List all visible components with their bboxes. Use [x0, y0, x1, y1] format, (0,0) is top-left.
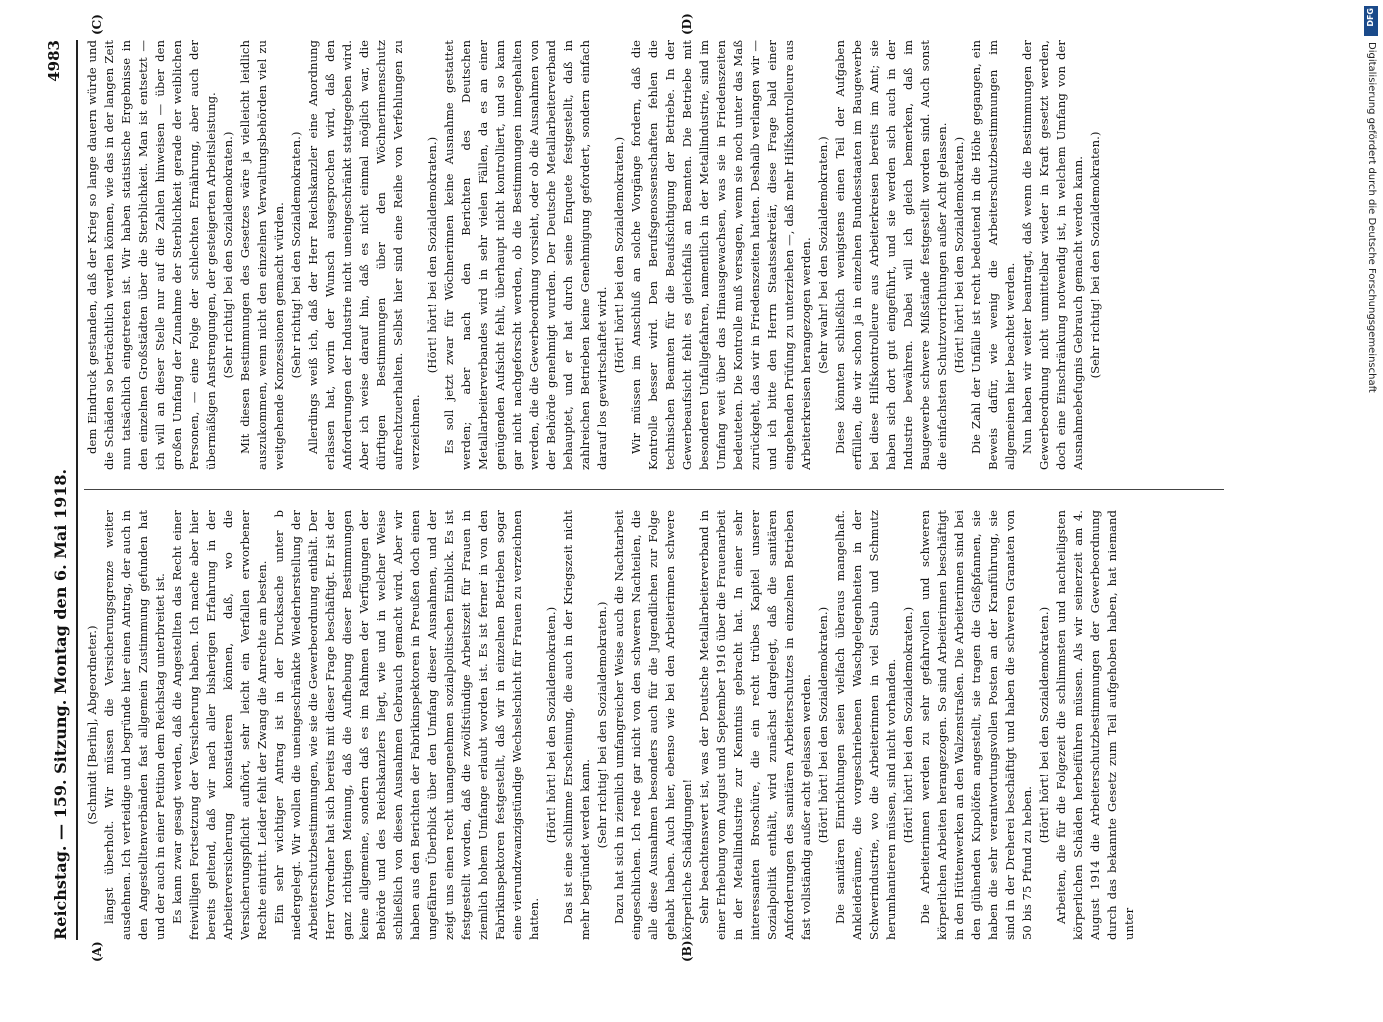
digitization-note: Digitalisierung gefördert durch die Deutsche Forschungsgemeinschaft [1366, 42, 1377, 393]
paragraph: Die sanitären Einrichtungen seien vielfach überaus mangelhaft. Ankleideräume, die vorgeschriebenen Waschgelegenheiten in der Schwerindustrie, wo die Arbeiterinnen in viel Staub und Schmutz herumhantieren müssen, sind nicht vorhanden. [833, 510, 898, 940]
text-column-right [84, 40, 1234, 470]
paragraph: Es soll jetzt zwar für Wöchnerinnen keine Ausnahme gestattet werden; aber nach den Berichten des Deutschen Metallarbeiterverbandes wird in sehr vielen Fällen, da es an einer genügenden Aufsicht fehlt, überhaupt nicht kontrolliert, und so kann gar nicht nachgeforscht werden, ob die Bestimmungen innegehalten werden, die die Gewerbeordnung vorsieht, oder ob die Ausnahmen von der Behörde genehmigt wurden. Der Deutsche Metallarbeiterverband behauptet, und er hat durch seine Enquete festgestellt, daß in zahlreichen Betrieben keine Genehmigung gefordert, sondern einfach darauf los gewirtschaftet wird. [442, 40, 609, 470]
paragraph: (Sehr richtig! bei den Sozialdemokraten.) [289, 131, 303, 379]
paragraph: Sehr beachtenswert ist, was der Deutsche Metallarbeiterverband in einer Erhebung vom August und September 1916 über die Frauenarbeit in der Metallindustrie zur Kenntnis gebracht hat. In einer sehr interessanten Broschüre, die ein recht trübes Kapitel unserer Sozialpolitik enthält, wird zunächst dargelegt, daß die sanitären Anforderungen des sanitären Arbeiterschutzes in einzelnen Betrieben fast vollständig außer acht gelassen werden. [697, 510, 813, 940]
column-divider [84, 489, 1224, 490]
paragraph: Mit diesen Bestimmungen des Gesetzes wäre ja vielleicht leidlich auszukommen, wenn nicht den einzelnen Verwaltungsbehörden viel zu weitgehende Konzessionen gemacht würden. [238, 40, 286, 470]
paragraph: (Hört! hört! bei den Sozialdemokraten.) [952, 136, 966, 374]
paragraph: (Hört! hört! bei den Sozialdemokraten.) [612, 136, 626, 374]
paragraph: Diese könnten schließlich wenigstens einen Teil der Aufgaben erfüllen, die wir schon ja in einzelnen Bundesstaaten im Baugewerbe bei diese Hilfskontrolleure aus Arbeiterkreisen bereits im Amt; sie haben sich dort gut eingeführt, und sie werden sich auch in der Industrie bewähren. Dabei will ich gleich bemerken, daß im Baugewerbe schwere Mißstände festgestellt worden sind. Auch sonst die einfachsten Schutzvorrichtungen außer Acht gelassen. [833, 40, 949, 470]
margin-mark-d: (D) [680, 13, 694, 35]
rotated-page [40, 13, 1340, 980]
paragraph: (Hört! hört! bei den Sozialdemokraten.) [1037, 606, 1051, 844]
paragraph: Ein sehr wichtiger Antrag ist in der Drucksache unter b niedergelegt. Wir wollen die uneingeschränkte Wiederherstellung der Arbeiterschutzbestimmungen, wie sie die Gewerbeordnung enthält. Der Herr Vorredner hat sich bereits mit dieser Frage beschäftigt. Er ist der ganz richtigen Meinung, daß die Aufhebung dieser Bestimmungen keine allgemeine, sondern daß es im Rahmen der Verfügungen der Behörde und des Reichskanzlers liegt, wie und in welcher Weise schließlich von diesen Ausnahmen Gebrauch gemacht wird. Aber wir haben aus den Berichten der Fabrikinspektoren in Preußen doch einen ungefähren Überblick über den Umfang dieser Ausnahmen, und der zeigt uns einen recht unangenehmen sozialpolitischen Einblick. Es ist festgestellt worden, daß die zwölfstündige Arbeitszeit für Frauen in ziemlich hohem Umfange erlaubt worden ist. Es ist ferner in von den Fabrikinspektoren festgestellt, daß wir in einzelnen Betrieben sogar eine vierundzwanzigstündige Wechselschicht für Frauen zu verzeichnen hatten. [272, 510, 541, 940]
paragraph: Wir müssen im Anschluß an solche Vorgänge fordern, daß die Kontrolle besser wird. Den Berufsgenossenschaften fehlen die technischen Beamten für die Beaufsichtigung der Betriebe. In der Gewerbeaufsicht fehlt es gleichfalls an Beamten. Die Betriebe mit besonderen Unfallgefahren, namentlich in der Metallindustrie, sind im Umfang weit über das Hinausgewachsen, was sie in Friedenszeiten bedeuteten. Die Kontrolle muß versagen, wenn sie noch unter das Maß zurückgeht, das wir in Friedenszeiten hatten. Deshalb verlangen wir — und ich bitte den Herrn Staatssekretär, diese Frage bald einer eingehenden Prüfung zu unterziehen —, daß mehr Hilfskontrolleure aus Arbeiterkreisen herangezogen werden. [629, 40, 813, 470]
running-head: Reichstag. — 159. Sitzung. Montag den 6. Mai 1918. [51, 468, 70, 940]
paragraph: Das ist eine schlimme Erscheinung, die auch in der Kriegszeit nicht mehr begründet werden kann. [561, 510, 592, 940]
paragraph: Es kann zwar gesagt werden, daß die Angestellten das Recht einer freiwilligen Fortsetzung der Versicherung haben. Ich mache aber hier bereits geltend, daß wir nach aller bisherigen Erfahrung in der Arbeiterversicherung konstatieren können, daß, wo die Versicherungspflicht aufhört, sehr leicht ein Verfallen erworbener Rechte eintritt. Leider fehlt der Zwang die Anrechte am besten. [170, 510, 269, 940]
paragraph: (Sehr wahr! bei den Sozialdemokraten.) [816, 136, 830, 374]
page-header [45, 40, 75, 940]
paragraph: (Schmidt [Berlin], Abgeordneter.) [85, 625, 99, 825]
page-number: 4983 [45, 40, 63, 82]
paragraph: dem Eindruck gestanden, daß der Krieg so lange dauern würde und die Schäden so beträchtlich werden können, wie das in der langen Zeit nun tatsächlich eingetreten ist. Wir haben statistische Ergebnisse in den einzelnen Großstädten über die Sterblichkeit. Man ist entsetzt — ich will an dieser Stelle nur auf die Zahlen hinweisen — über den großen Umfang der Zunahme der Sterblichkeit gerade der weiblichen Personen, — eine Folge der schlechten Ernährung, aber auch der übermäßigen Anstrengungen, der gesteigerten Arbeitsleistung. [85, 40, 218, 470]
paragraph: (Hört! hört! bei den Sozialdemokraten.) [901, 606, 915, 844]
paragraph: Die Zahl der Unfälle ist recht bedeutend in die Höhe gegangen, ein Beweis dafür, wie wenig die Arbeiterschutzbestimmungen im allgemeinen hier beachtet werden. [969, 40, 1017, 470]
paragraph: Die Arbeiterinnen werden zu sehr gefahrvollen und schweren körperlichen Arbeiten herangezogen. So sind Arbeiterinnen beschäftigt in den Hüttenwerken an den Walzenstraßen. Die Arbeiterinnen sind bei den glühenden Kupolöfen angestellt, sie tragen die Gießpfannen, sie haben die sehr verantwortungsvollen Posten an der Kranführung, sie sind in der Dreherei beschäftigt und haben die schweren Granaten von 50 bis 75 Pfund zu heben. [918, 510, 1034, 940]
text-column-left [84, 510, 1234, 940]
paragraph: (Hört! hört! bei den Sozialdemokraten.) [425, 136, 439, 374]
paragraph: Nun haben wir weiter beantragt, daß wenn die Bestimmungen der Gewerbeordnung nicht unmittelbar wieder in Kraft gesetzt werden, doch eine Einschränkung notwendig ist, in welchem Umfang von der Ausnahmebefugnis Gebrauch gemacht werden kann. [1020, 40, 1085, 470]
margin-mark-c: (C) [90, 14, 104, 35]
header-rule [76, 40, 78, 940]
margin-mark-a: (A) [90, 941, 104, 962]
paragraph: (Hört! hört! bei den Sozialdemokraten.) [544, 606, 558, 844]
paragraph: Arbeiten, die für die Folgezeit die schlimmsten und nachteiligsten körperlichen Schäden herbeiführen müssen. Als wir seinerzeit am 4. August 1914 die Arbeiterschutzbestimmungen der Gewerbeordnung durch das bekannte Gesetz zum Teil aufgehoben haben, hat niemand unter [1054, 510, 1136, 940]
paragraph: (Sehr richtig! bei den Sozialdemokraten.) [1088, 131, 1102, 379]
paragraph: längst überholt. Wir müssen die Versicherungsgrenze weiter ausdehnen. Ich verteidige und begründe hier einen Antrag, der auch in den Angestelltenverbänden fast allgemein Zustimmung gefunden hat und der auch in einer Petition dem Reichstag unterbreitet ist. [102, 510, 167, 940]
digitization-sidebar [1363, 42, 1377, 1022]
paragraph: Dazu hat sich in ziemlich umfangreicher Weise auch die Nachtarbeit eingeschlichen. Ich rede gar nicht von den schweren Nachteilen, die alle diese Ausnahmen besonders auch für die Jugendlichen zur Folge gehabt haben. Auch hier, ebenso wie bei den Arbeiterinnen schwere körperliche Schädigungen! [612, 510, 694, 940]
paragraph: (Sehr richtig! bei den Sozialdemokraten.) [595, 601, 609, 849]
paragraph: (Hört! hört! bei den Sozialdemokraten.) [816, 606, 830, 844]
margin-mark-b: (B) [680, 940, 694, 962]
dfg-logo [1364, 6, 1378, 36]
paragraph: (Sehr richtig! bei den Sozialdemokraten.) [221, 131, 235, 379]
paragraph: Allerdings weiß ich, daß der Herr Reichskanzler eine Anordnung erlassen hat, worin der Wunsch ausgesprochen wird, daß den Anforderungen der Industrie nicht uneingeschränkt stattgegeben wird. Aber ich weise darauf hin, daß es nicht einmal möglich war, die dürftigen Bestimmungen über den Wöchnerinnenschutz aufrechtzuerhalten. Selbst hier sind eine Reihe von Verfehlungen zu verzeichnen. [306, 40, 422, 470]
dfg-logo-text: DFG [1366, 8, 1375, 27]
